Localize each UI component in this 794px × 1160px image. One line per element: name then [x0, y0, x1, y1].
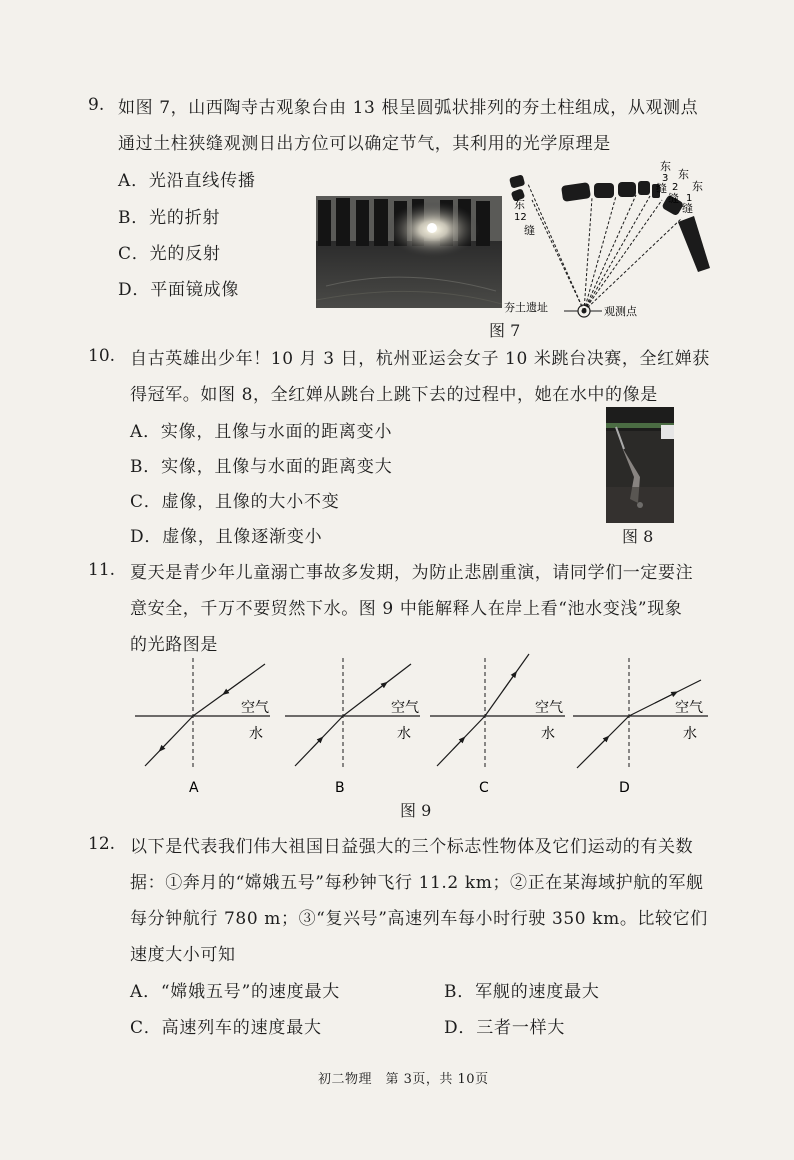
diagram-c-letter: C	[479, 780, 489, 796]
page-footer: 初二物理 第 3页，共 10页	[318, 1072, 489, 1087]
q12-option-d: D．三者一样大	[444, 1018, 566, 1038]
svg-text:1: 1	[686, 193, 693, 204]
q12-stem-line4: 速度大小可知	[130, 945, 236, 965]
q9-stem-line1: 如图 7，山西陶寺古观象台由 13 根呈圆弧状排列的夯土柱组成，从观测点	[118, 98, 699, 118]
svg-text:水: 水	[397, 726, 411, 742]
svg-text:水: 水	[249, 726, 263, 742]
q12-stem-line3: 每分钟航行 780 m；③“复兴号”高速列车每小时行驶 350 km。比较它们	[130, 909, 708, 929]
q9-option-d: D．平面镜成像	[118, 280, 240, 300]
svg-text:2: 2	[672, 182, 679, 193]
label-east-2: 东	[678, 168, 689, 181]
diagram-b-letter: B	[335, 780, 345, 796]
figure7-caption: 图 7	[489, 321, 521, 340]
q11-stem-line2: 意安全，千万不要贸然下水。图 9 中能解释人在岸上看“池水变浅”现象	[130, 599, 683, 619]
svg-text:12: 12	[514, 212, 527, 223]
label-east-1: 东	[692, 180, 703, 193]
svg-text:缝: 缝	[668, 192, 679, 205]
q9-option-a: A．光沿直线传播	[118, 171, 256, 191]
q10-option-b: B．实像，且像与水面的距离变大	[130, 457, 393, 477]
q11-number: 11.	[88, 560, 116, 580]
label-east-3: 东	[660, 160, 671, 173]
q11-stem-line3: 的光路图是	[130, 635, 218, 655]
figure9-diagrams	[135, 650, 715, 800]
q12-option-c: C．高速列车的速度最大	[130, 1018, 322, 1038]
q11-stem-line1: 夏天是青少年儿童溺亡事故多发期，为防止悲剧重演，请同学们一定要注	[130, 563, 694, 583]
diagram-d	[573, 658, 708, 796]
figure7-diagram	[504, 160, 722, 320]
q10-stem-line2: 得冠军。如图 8，全红婵从跳台上跳下去的过程中，她在水中的像是	[130, 385, 658, 405]
label-rammed-earth: 夯土遗址	[504, 301, 548, 314]
label-observation-point: 观测点	[604, 305, 637, 318]
svg-text:空气: 空气	[391, 700, 419, 716]
q12-stem-line1: 以下是代表我们伟大祖国日益强大的三个标志性物体及它们运动的有关数	[130, 837, 694, 857]
q12-number: 12.	[88, 834, 116, 854]
svg-text:空气: 空气	[241, 700, 269, 716]
diagram-d-letter: D	[619, 780, 630, 796]
svg-text:缝: 缝	[524, 224, 535, 237]
q9-number: 9.	[88, 95, 105, 115]
q10-number: 10.	[88, 346, 116, 366]
q9-stem-line2: 通过土柱狭缝观测日出方位可以确定节气，其利用的光学原理是	[118, 134, 611, 154]
figure8-caption: 图 8	[622, 527, 654, 546]
figure8-photo	[606, 407, 674, 523]
svg-text:空气: 空气	[535, 700, 563, 716]
q12-option-b: B．军舰的速度最大	[444, 982, 600, 1002]
q10-option-a: A．实像，且像与水面的距离变小	[130, 422, 393, 442]
figure9-caption: 图 9	[400, 801, 432, 820]
q10-option-d: D．虚像，且像逐渐变小	[130, 527, 323, 547]
figure7-photo	[316, 196, 502, 308]
q9-option-c: C．光的反射	[118, 244, 221, 264]
svg-text:缝: 缝	[656, 182, 667, 195]
svg-text:3: 3	[662, 173, 669, 184]
q12-option-a: A．“嫦娥五号”的速度最大	[130, 982, 341, 1002]
q9-option-b: B．光的折射	[118, 208, 221, 228]
diagram-b	[285, 658, 420, 796]
svg-text:水: 水	[683, 726, 697, 742]
q10-stem-line1: 自古英雄出少年！10 月 3 日，杭州亚运会女子 10 米跳台决赛，全红婵获	[130, 349, 710, 369]
diagram-a	[135, 658, 270, 796]
svg-text:水: 水	[541, 726, 555, 742]
svg-text:空气: 空气	[675, 700, 703, 716]
q12-stem-line2: 据：①奔月的“嫦娥五号”每秒钟飞行 11.2 km；②正在某海域护航的军舰	[130, 873, 704, 893]
label-east-12: 东	[514, 198, 525, 211]
svg-text:缝: 缝	[682, 202, 693, 215]
diagram-c	[430, 654, 565, 796]
diagram-a-letter: A	[189, 780, 199, 796]
q10-option-c: C．虚像，且像的大小不变	[130, 492, 340, 512]
